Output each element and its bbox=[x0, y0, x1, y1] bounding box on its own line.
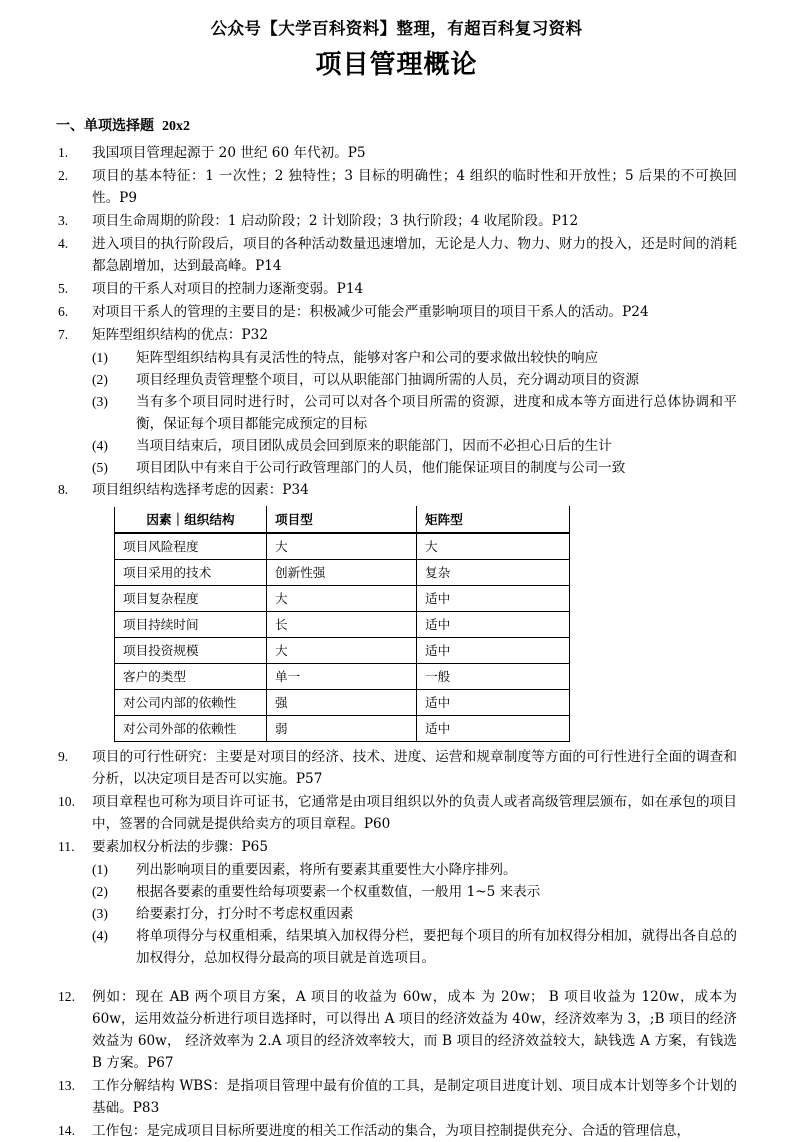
list-item bbox=[56, 1075, 737, 1119]
list-item-text: 项目组织结构选择考虑的因素：P34 bbox=[92, 482, 309, 499]
list-item-number: 4. bbox=[58, 236, 69, 251]
list-item-number: 13. bbox=[58, 1078, 75, 1094]
table-cell-matrix-type: 适中 bbox=[417, 586, 570, 612]
sub-list-item-number: (1) bbox=[92, 350, 108, 366]
table-cell-project-type: 大 bbox=[267, 533, 417, 560]
table-row bbox=[115, 612, 570, 638]
sub-list-item-text: 当有多个项目同时进行时，公司可以对各个项目所需的资源，进度和成本等方面进行总体协调和平衡，保证每个项目都能完成预定的目标 bbox=[136, 394, 737, 433]
list-item-number: 7. bbox=[58, 327, 69, 343]
list-item-text: 例如：现在 AB 两个项目方案，A 项目的收益为 60w，成本 为 20w； B 项目收益为 120w，成本为 60w，运用效益分析进行项目选择时，可以得出 A 项目的经济效益为 40w，经济效率为 3，;B 项目的经济效益为 60w， 经济效率为 2.A 项目的经济效率较大，而 B 项目的经济效益较大，缺钱选 A 方案，有钱选 B 方案。P67 bbox=[92, 989, 737, 1072]
list-item bbox=[56, 746, 737, 790]
table-cell-matrix-type: 适中 bbox=[417, 612, 570, 638]
sub-list-item-text: 项目团队中有来自于公司行政管理部门的人员，他们能保证项目的制度与公司一致 bbox=[136, 460, 626, 477]
table-row bbox=[115, 690, 570, 716]
sub-list-item-text: 将单项得分与权重相乘，结果填入加权得分栏，要把每个项目的所有加权得分相加，就得出各自总的加权得分，总加权得分最高的项目就是首选项目。 bbox=[136, 928, 737, 967]
table-row bbox=[115, 664, 570, 690]
sub-list-item-text: 项目经理负责管理整个项目，可以从职能部门抽调所需的人员，充分调动项目的资源 bbox=[136, 372, 639, 389]
sub-list-item bbox=[92, 925, 737, 969]
list-item-text: 项目章程也可称为项目许可证书，它通常是由项目组织以外的负责人或者高级管理层颁布，如在承包的项目中，签署的合同就是提供给卖方的项目章程。P60 bbox=[92, 794, 737, 833]
list-item bbox=[56, 301, 737, 323]
factors-table bbox=[114, 506, 570, 742]
sub-list-item bbox=[92, 903, 737, 925]
list-item-number: 1. bbox=[58, 144, 69, 160]
list-item-text: 我国项目管理起源于 20 世纪 60 年代初。P5 bbox=[92, 144, 366, 161]
list-item bbox=[56, 210, 737, 232]
sub-list-item bbox=[92, 347, 737, 369]
table-cell-factor: 项目复杂程度 bbox=[115, 586, 267, 612]
table-cell-matrix-type: 一般 bbox=[417, 664, 570, 690]
table-cell-project-type: 单一 bbox=[267, 664, 417, 690]
publisher-watermark-text: 公众号【大学百科资料】整理，有超百科复习资料 bbox=[210, 19, 583, 38]
section-heading-marks: 20x2 bbox=[162, 118, 190, 134]
list-item-number: 2. bbox=[58, 167, 69, 183]
table-cell-factor: 项目采用的技术 bbox=[115, 560, 267, 586]
weighting-steps-list bbox=[92, 859, 737, 969]
sub-list-item-number: (5) bbox=[92, 460, 108, 476]
sub-list-item-number: (2) bbox=[92, 372, 108, 388]
sub-list-item-number: (3) bbox=[92, 394, 108, 410]
list-item-number: 12. bbox=[58, 989, 75, 1005]
table-header-row bbox=[115, 507, 570, 534]
table-body bbox=[115, 533, 570, 742]
table-cell-factor: 对公司外部的依赖性 bbox=[115, 716, 267, 742]
list-item-number: 9. bbox=[58, 749, 69, 765]
list-item-text: 对项目干系人的管理的主要目的是：积极减少可能会严重影响项目的项目干系人的活动。P24 bbox=[92, 304, 649, 321]
sub-list-item-text: 给要素打分，打分时不考虑权重因素 bbox=[136, 906, 354, 923]
table-cell-factor: 项目风险程度 bbox=[115, 533, 267, 560]
question-list bbox=[56, 142, 737, 1142]
sub-list-item bbox=[92, 435, 737, 457]
sub-list-item-text: 当项目结束后，项目团队成员会回到原来的职能部门，因而不必担心日后的生计 bbox=[136, 438, 612, 455]
sub-list-item bbox=[92, 391, 737, 435]
list-item-number: 6. bbox=[58, 304, 69, 320]
list-item-text: 项目生命周期的阶段：1 启动阶段；2 计划阶段；3 执行阶段；4 收尾阶段。P12 bbox=[92, 212, 579, 229]
table-cell-factor: 客户的类型 bbox=[115, 664, 267, 690]
list-item-number: 8. bbox=[58, 482, 69, 498]
sub-list-item-text: 根据各要素的重要性给每项要素一个权重数值，一般用 1~5 来表示 bbox=[136, 884, 541, 901]
table-cell-matrix-type: 适中 bbox=[417, 638, 570, 664]
table-header bbox=[115, 507, 570, 534]
list-item bbox=[56, 278, 737, 300]
list-item bbox=[56, 479, 737, 501]
table-cell-matrix-type: 大 bbox=[417, 533, 570, 560]
sub-list-item bbox=[92, 369, 737, 391]
factors-table-container bbox=[114, 506, 737, 742]
list-item-number: 11. bbox=[58, 839, 75, 855]
sub-list-item-text: 列出影响项目的重要因素，将所有要素其重要性大小降序排列。 bbox=[136, 862, 517, 879]
list-item-text: 矩阵型组织结构的优点：P32 bbox=[92, 327, 268, 344]
list-item bbox=[56, 1120, 737, 1142]
table-column-header-matrix-type: 矩阵型 bbox=[417, 507, 570, 534]
paragraph-spacer bbox=[56, 969, 737, 986]
list-item bbox=[56, 324, 737, 346]
list-item-text: 工作包：是完成项目目标所要进度的相关工作活动的集合，为项目控制提供充分、合适的管理信息， bbox=[92, 1123, 691, 1140]
table-column-header-factor: 因素｜组织结构 bbox=[115, 507, 267, 534]
table-row bbox=[115, 716, 570, 742]
list-item bbox=[56, 165, 737, 209]
list-item-number: 14. bbox=[58, 1123, 75, 1139]
table-column-header-project-type: 项目型 bbox=[267, 507, 417, 534]
sub-list-item-number: (3) bbox=[92, 906, 108, 922]
table-cell-matrix-type: 适中 bbox=[417, 690, 570, 716]
list-item-number: 5. bbox=[58, 281, 69, 297]
sub-list-item bbox=[92, 457, 737, 479]
list-item-text: 项目的干系人对项目的控制力逐渐变弱。P14 bbox=[92, 281, 364, 298]
list-item-text: 项目的可行性研究：主要是对项目的经济、技术、进度、运营和规章制度等方面的可行性进行全面的调查和分析，以决定项目是否可以实施。P57 bbox=[92, 749, 737, 788]
table-row bbox=[115, 586, 570, 612]
sub-list-item-number: (4) bbox=[92, 438, 108, 454]
list-item bbox=[56, 791, 737, 835]
list-item-number: 10. bbox=[58, 794, 75, 810]
list-item-text: 工作分解结构 WBS：是指项目管理中最有价值的工具，是制定项目进度计划、项目成本计划等多个计划的基础。P83 bbox=[92, 1078, 737, 1117]
table-cell-project-type: 大 bbox=[267, 638, 417, 664]
page-title: 项目管理概论 bbox=[315, 50, 478, 81]
table-cell-factor: 项目持续时间 bbox=[115, 612, 267, 638]
section-heading-label: 一、单项选择题 bbox=[56, 117, 154, 134]
list-item bbox=[56, 986, 737, 1074]
list-item-text: 要素加权分析法的步骤：P65 bbox=[92, 839, 268, 856]
table-cell-factor: 项目投资规模 bbox=[115, 638, 267, 664]
list-item-number: 3. bbox=[58, 212, 69, 228]
table-row bbox=[115, 560, 570, 586]
table-row bbox=[115, 533, 570, 560]
table-cell-project-type: 弱 bbox=[267, 716, 417, 742]
table-cell-project-type: 大 bbox=[267, 586, 417, 612]
sub-list-item-number: (4) bbox=[92, 928, 108, 944]
table-cell-matrix-type: 适中 bbox=[417, 716, 570, 742]
sub-list-item bbox=[92, 881, 737, 903]
sub-list-item-number: (2) bbox=[92, 884, 108, 900]
sub-list-item bbox=[92, 859, 737, 881]
list-item bbox=[56, 233, 737, 277]
matrix-advantages-list bbox=[92, 347, 737, 479]
table-cell-matrix-type: 复杂 bbox=[417, 560, 570, 586]
sub-list-item-text: 矩阵型组织结构具有灵活性的特点，能够对客户和公司的要求做出较快的响应 bbox=[136, 350, 599, 367]
sub-list-item-number: (1) bbox=[92, 862, 108, 878]
list-item bbox=[56, 142, 737, 164]
table-cell-project-type: 强 bbox=[267, 690, 417, 716]
list-item bbox=[56, 836, 737, 858]
table-cell-project-type: 长 bbox=[267, 612, 417, 638]
table-row bbox=[115, 638, 570, 664]
table-cell-factor: 对公司内部的依赖性 bbox=[115, 690, 267, 716]
table-cell-project-type: 创新性强 bbox=[267, 560, 417, 586]
list-item-text: 进入项目的执行阶段后，项目的各种活动数量迅速增加，无论是人力、物力、财力的投入，还是时间的消耗都急剧增加，达到最高峰。P14 bbox=[92, 236, 737, 275]
section-heading bbox=[56, 116, 737, 137]
list-item-text: 项目的基本特征：1 一次性；2 独特性；3 目标的明确性；4 组织的临时性和开放性；5 后果的不可换回性。P9 bbox=[92, 167, 737, 206]
